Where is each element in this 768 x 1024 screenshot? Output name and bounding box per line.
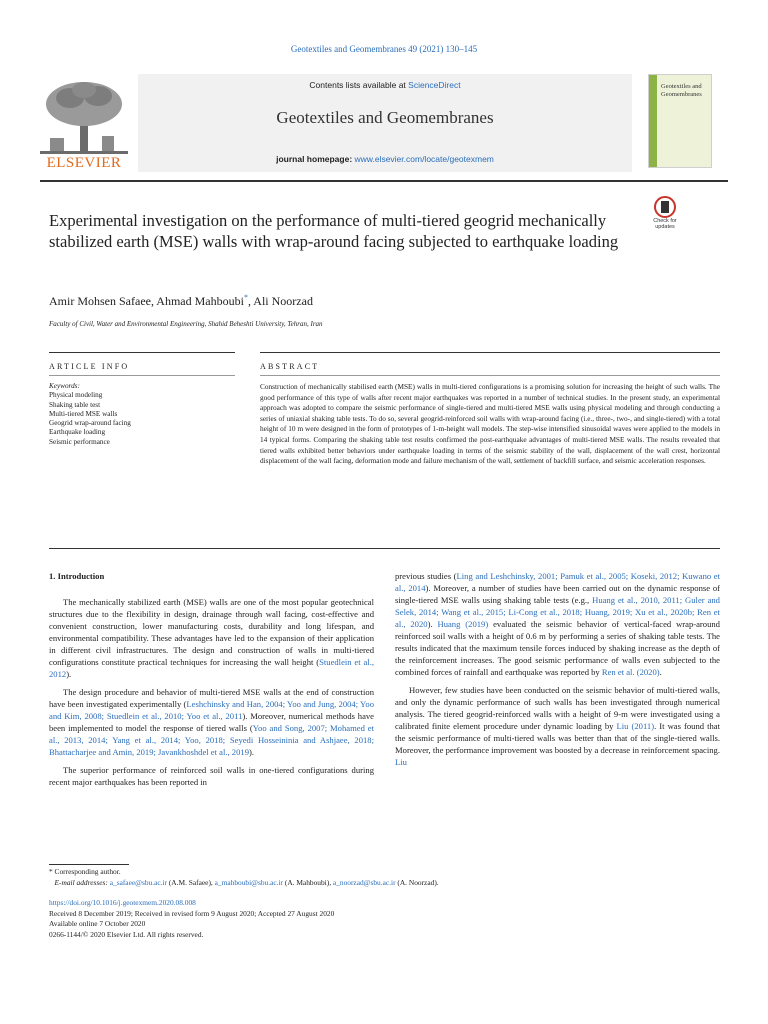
email-owner: (A.M. Safaee), (167, 878, 215, 887)
body-column-left (49, 570, 374, 794)
email-owner: (A. Noorzad). (395, 878, 439, 887)
section-title-introduction: 1. Introduction (49, 571, 105, 581)
journal-cover[interactable] (648, 74, 712, 168)
email-label: E-mail addresses: (54, 878, 108, 887)
paragraph (395, 570, 720, 678)
copyright-line: 0266-1144/© 2020 Elsevier Ltd. All rights reserved. (49, 929, 204, 939)
paragraph (49, 686, 374, 758)
authors-last: , Ali Noorzad (247, 294, 313, 308)
header-rule (40, 180, 728, 182)
body-column-right (395, 570, 720, 774)
keyword-item: Multi-tiered MSE walls (49, 409, 118, 418)
text-run: . (659, 667, 662, 677)
citation-link[interactable]: Huang (2019) (437, 619, 489, 629)
abstract-heading: ABSTRACT (260, 362, 320, 371)
email-addresses (49, 877, 720, 888)
cover-title: Geotextiles and Geomembranes (661, 83, 702, 98)
citation-link[interactable]: Stuedlein et al., 2012 (49, 657, 374, 679)
keyword-item: Physical modeling (49, 391, 103, 400)
text-run: ). Moreover, a number of studies have been carried out on the dynamic response of single-tiered MSE walls using shaking table tests (e.g., (395, 583, 720, 605)
keyword-item: Seismic performance (49, 437, 110, 446)
text-run: . It was found that the seismic performance of multi-tiered walls was better than that of the single-tiered walls. Moreover, the performance improvement was boosted by a decrease in reinforcement spacing. (395, 721, 720, 755)
text-run: The mechanically stabilized earth (MSE) walls are one of the most popular geotechnical structures due to the flexibility in design, drainage through wall facing, cost-effective and convenient construction, lower manufacturing costs, durability and long lifespan, and environmental compatibility. These advantages have led to the expansion of their application in different civil infrastructures. The design and construction of walls in multi-tiered configurations constitute practical techniques for increasing the wall height ( (49, 597, 374, 667)
citation-link[interactable]: Liu (2011) (616, 721, 655, 731)
keywords-label: Keywords: (49, 382, 80, 390)
journal-banner (138, 74, 632, 172)
text-run: ). (249, 747, 255, 757)
author-list (49, 293, 313, 309)
paragraph (395, 684, 720, 768)
contents-prefix: Contents lists available at (309, 80, 409, 90)
article-metadata (49, 898, 720, 940)
text-run: ). (66, 669, 72, 679)
homepage-line (138, 154, 632, 164)
text-run: ). (427, 619, 438, 629)
footnote-rule (49, 864, 129, 865)
online-date: Available online 7 October 2020 (49, 919, 146, 929)
keywords-list (49, 382, 235, 447)
tree-icon (40, 78, 128, 154)
homepage-prefix: journal homepage: (276, 154, 355, 164)
citation-link[interactable]: Liu (395, 757, 407, 767)
article-info-rule (49, 352, 235, 353)
email-link[interactable]: a_mahboubi@sbu.ac.ir (214, 878, 284, 887)
keyword-item: Earthquake loading (49, 428, 106, 437)
paragraph (49, 764, 374, 788)
keyword-item: Shaking table test (49, 400, 101, 409)
email-link[interactable]: a_safaee@sbu.ac.ir (109, 878, 167, 887)
authors-first: Amir Mohsen Safaee, Ahmad Mahboubi (49, 294, 244, 308)
contents-line (138, 80, 632, 90)
abstract-rule (260, 352, 720, 353)
body-rule (49, 548, 720, 549)
email-link[interactable]: a_noorzad@sbu.ac.ir (332, 878, 396, 887)
crossmark-label: Check for updates (653, 218, 677, 230)
citation-link[interactable]: Yoo and Song, 2007; Mohamed et al., 2013, 2014; Yang et al., 2014; Yoo, 2018; Seyedi Hosseininia and Ashjaee, 2018; Bhattacharjee and Amin, 2019; Javankhoshdel et al., 2019 (49, 723, 374, 757)
doi-link[interactable]: https://doi.org/10.1016/j.geotexmem.2020.08.008 (49, 898, 196, 907)
text-run: The superior performance of reinforced soil walls in one-tiered configurations during recent major earthquakes has been reported in (49, 765, 374, 787)
corresponding-author-mark[interactable]: * (243, 293, 248, 302)
text-run: The design procedure and behavior of multi-tiered MSE walls at the end of construction have been investigated experimentally ( (49, 687, 374, 709)
journal-name: Geotextiles and Geomembranes (276, 108, 494, 127)
footnotes (49, 866, 720, 888)
masthead (40, 74, 728, 174)
crossmark-button[interactable] (646, 196, 684, 230)
citation-link[interactable]: Ren et al. (2020) (601, 667, 660, 677)
corresponding-author-note: * Corresponding author. (49, 867, 121, 876)
article-info-heading: ARTICLE INFO (49, 362, 130, 371)
crossmark-icon (654, 196, 676, 218)
text-run: ). Moreover, numerical methods have been implemented to model the response of tiered walls ( (49, 711, 374, 733)
cover-strip (649, 75, 657, 167)
text-run: However, few studies have been conducted on the seismic behavior of multi-tiered walls, and only the dynamic performance of such walls has been investigated through numerical analysis. The tiered geogrid-reinforced walls with a height of 9-m were investigated using a calibrated finite element procedure under dynamic loading by (395, 685, 720, 731)
text-run: previous studies ( (395, 571, 457, 581)
elsevier-logo (40, 78, 128, 171)
abstract-text: Construction of mechanically stabilised earth (MSE) walls in multi-tiered configurations is a promising solution for increasing the height of such walls. The good performance of this type of walls after recent major earthquakes was reported in a number of technical studies. In the present study, an experimental approach was adopted to compare the seismic performance of single-tiered and multi-tiered MSE walls using physical modeling and through conducting a series of uniaxial shaking table tests. To do so, several geogrid-reinforced soil walls with wrap-around facing (i.e., three-, two-, and single-tiered) with a total height of 10 m were designed in the form of prototypes of 1-m-height wall models. The step-wise intensified sinusoidal waves were applied to the models in 14 typical forms. Comparing the shaking table test results confirmed the post-earthquake advantages of multi-tiered MSE walls. The results revealed that tiered walls exhibited better behaviors under earthquake loading in terms of the seismic stability of the wall, displacement of the wall crest, horizontal displacement of the wall facing, deformation mode and failure mechanism of the wall, settlement of backfill surface, and seismic acceleration responses. (260, 382, 720, 466)
abstract-subrule (260, 375, 720, 376)
journal-reference[interactable]: Geotextiles and Geomembranes 49 (2021) 130–145 (290, 44, 478, 54)
received-dates: Received 8 December 2019; Received in revised form 9 August 2020; Accepted 27 August 2020 (49, 908, 335, 918)
text-run: evaluated the seismic behavior of vertical-faced wrap-around reinforced soil walls with a height of 0.6 m by performing a series of shaking table tests. The results indicated that the maximum tensile forces induced by shaking increase as the depth of the reinforcement increases. The good seismic performance of walls even subjected to the combined forces of rainfall and earthquake was reported by (395, 619, 720, 677)
sciencedirect-link[interactable]: ScienceDirect (408, 80, 461, 90)
email-owner: (A. Mahboubi), (283, 878, 333, 887)
citation-link[interactable]: Ling and Leshchinsky, 2001; Pamuk et al., 2005; Koseki, 2012; Kuwano et al., 2014 (395, 571, 720, 593)
citation-link[interactable]: Huang et al., 2010, 2011; Guler and Selek, 2014; Wang et al., 2015; Li-Cong et al., 2018; Huang, 2019; Xu et al., 2020b; Ren et al., 2020 (395, 595, 720, 629)
citation-link[interactable]: Leshchinsky and Han, 2004; Yoo and Jung, 2004; Yoo and Kim, 2008; Stuedlein et al., 2010; Yoo et al., 2011 (49, 699, 374, 721)
article-info-subrule (49, 375, 235, 376)
keyword-item: Geogrid wrap-around facing (49, 419, 131, 428)
affiliation: Faculty of Civil, Water and Environmental Engineering, Shahid Beheshti University, Tehran, Iran (49, 320, 323, 328)
elsevier-wordmark: ELSEVIER (46, 155, 122, 171)
paragraph (49, 596, 374, 680)
article-title: Experimental investigation on the performance of multi-tiered geogrid mechanically stabilized earth (MSE) walls with wrap-around facing subjected to earthquake loading (49, 211, 619, 251)
homepage-link[interactable]: www.elsevier.com/locate/geotexmem (354, 154, 494, 164)
